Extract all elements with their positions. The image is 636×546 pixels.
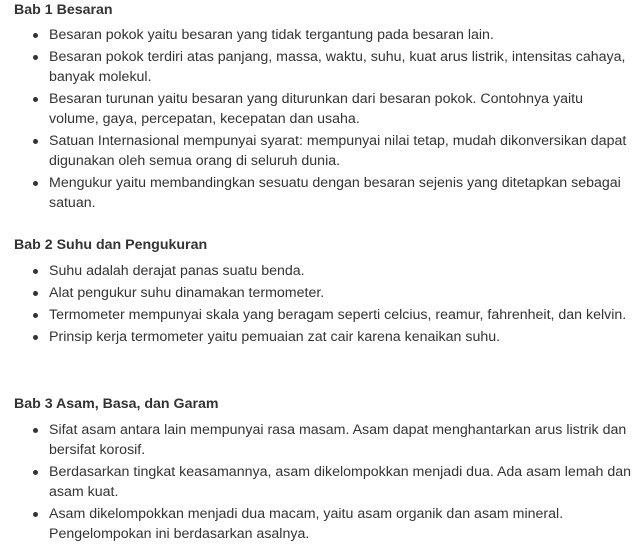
bullet-icon	[33, 181, 38, 186]
list-item-text: Asam dikelompokkan menjadi dua macam, yaitu asam organik dan asam mineral. Pengelompokan ini berdasarkan asalnya.	[49, 506, 564, 542]
bullet-icon	[33, 335, 38, 340]
bullet-icon	[33, 139, 38, 144]
bullet-icon	[33, 97, 38, 102]
bullet-list	[14, 25, 632, 215]
list-item-text: Besaran pokok terdiri atas panjang, massa, waktu, suhu, kuat arus listrik, intensitas cahaya, banyak molekul.	[49, 49, 626, 85]
bullet-icon	[33, 470, 38, 475]
list-item-text: Sifat asam antara lain mempunyai rasa masam. Asam dapat menghantarkan arus listrik dan bersifat korosif.	[49, 422, 627, 458]
list-item-text: Termometer mempunyai skala yang beragam seperti celcius, reamur, fahrenheit, dan kelvin.	[49, 307, 627, 323]
list-item	[14, 25, 632, 45]
list-item-text: Satuan Internasional mempunyai syarat: mempunyai nilai tetap, mudah dikonversikan dapat digunakan oleh semua orang di seluruh dunia.	[49, 133, 627, 169]
bullet-icon	[33, 512, 38, 517]
list-item-text: Besaran pokok yaitu besaran yang tidak tergantung pada besaran lain.	[49, 27, 494, 43]
list-item-text: Mengukur yaitu membandingkan sesuatu dengan besaran sejenis yang ditetapkan sebagai satuan.	[49, 175, 621, 211]
list-item	[14, 173, 632, 213]
bullet-icon	[33, 428, 38, 433]
list-item	[14, 283, 632, 303]
list-item	[14, 131, 632, 171]
bullet-list	[14, 420, 632, 546]
section-title: Bab 1 Besaran	[14, 2, 113, 18]
list-item-text: Prinsip kerja termometer yaitu pemuaian zat cair karena kenaikan suhu.	[49, 329, 501, 345]
list-item-text: Berdasarkan tingkat keasamannya, asam dikelompokkan menjadi dua. Ada asam lemah dan asam kuat.	[49, 464, 632, 500]
bullet-icon	[33, 291, 38, 296]
bullet-icon	[33, 55, 38, 60]
list-item	[14, 504, 632, 544]
bullet-icon	[33, 33, 38, 38]
bullet-list	[14, 261, 632, 349]
list-item-text: Suhu adalah derajat panas suatu benda.	[49, 263, 305, 279]
section-title: Bab 2 Suhu dan Pengukuran	[14, 237, 208, 253]
list-item-text: Alat pengukur suhu dinamakan termometer.	[49, 285, 325, 301]
list-item	[14, 47, 632, 87]
list-item	[14, 305, 632, 325]
list-item	[14, 462, 632, 502]
list-item-text: Besaran turunan yaitu besaran yang diturunkan dari besaran pokok. Contohnya yaitu volume, gaya, percepatan, kecepatan dan usaha.	[49, 91, 583, 127]
section-title: Bab 3 Asam, Basa, dan Garam	[14, 396, 219, 412]
bullet-icon	[33, 269, 38, 274]
list-item	[14, 420, 632, 460]
bullet-icon	[33, 313, 38, 318]
list-item	[14, 327, 632, 347]
list-item	[14, 261, 632, 281]
list-item	[14, 89, 632, 129]
